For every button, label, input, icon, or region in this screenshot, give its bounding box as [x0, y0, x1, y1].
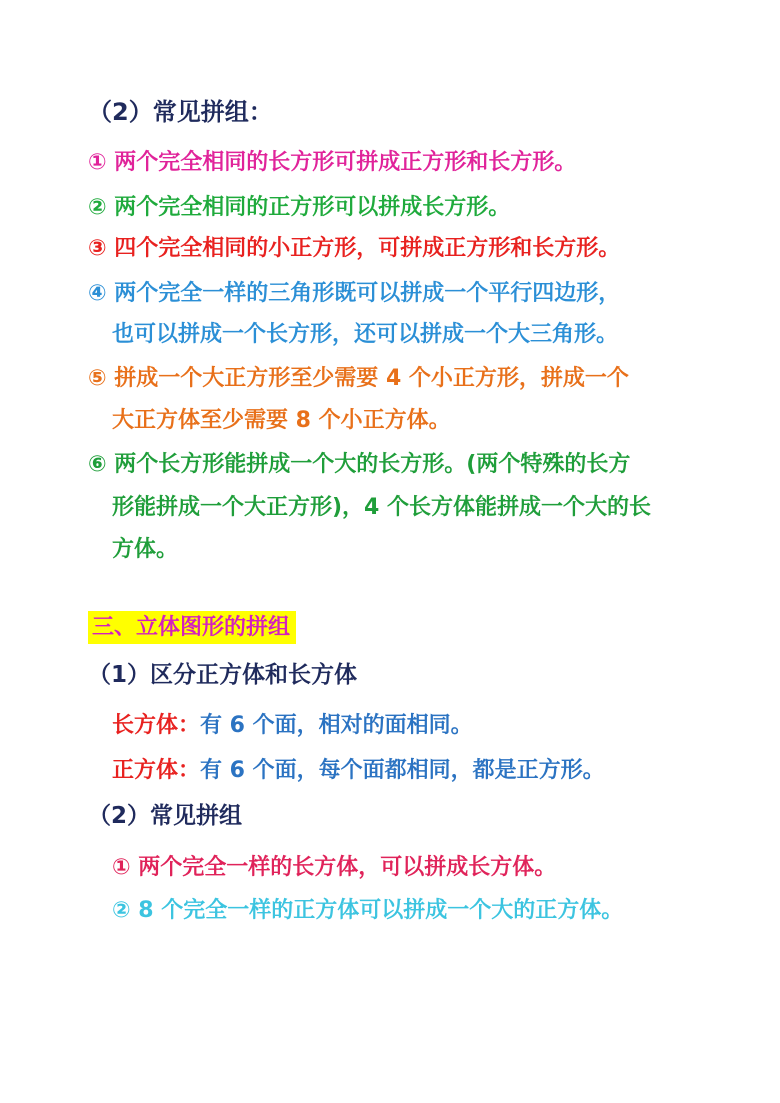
list-item-1: ① 两个完全相同的长方形可拼成正方形和长方形。 [88, 150, 577, 175]
list-item-2: ② 两个完全相同的正方形可以拼成长方形。 [88, 195, 511, 220]
list-item-5-line-1: ⑤ 拼成一个大正方形至少需要 4 个小正方形，拼成一个 [88, 366, 629, 391]
sub1-heading: （1）区分正方体和长方体 [88, 662, 358, 688]
cuboid-desc: 有 6 个面，相对的面相同。 [200, 713, 473, 738]
section2-heading: （2）常见拼组： [88, 98, 273, 126]
section3-heading: 三、立体图形的拼组 [88, 611, 296, 644]
section3-heading-wrap [88, 613, 296, 643]
cuboid-row [112, 711, 473, 741]
sub2-item-1: ① 两个完全一样的长方体，可以拼成长方体。 [112, 855, 557, 880]
cube-row [112, 756, 605, 786]
list-item-6-line-3: 方体。 [112, 537, 179, 562]
cube-term: 正方体： [112, 758, 201, 783]
cube-desc: 有 6 个面，每个面都相同，都是正方形。 [200, 758, 605, 783]
list-item-3: ③ 四个完全相同的小正方形，可拼成正方形和长方形。 [88, 236, 621, 261]
cuboid-term: 长方体： [112, 713, 201, 738]
list-item-6-line-2: 形能拼成一个大正方形)，4 个长方体能拼成一个大的长 [112, 495, 652, 520]
list-item-4-line-2: 也可以拼成一个长方形，还可以拼成一个大三角形。 [112, 322, 619, 347]
list-item-6-line-1: ⑥ 两个长方形能拼成一个大的长方形。(两个特殊的长方 [88, 452, 631, 477]
sub2-item-2: ② 8 个完全一样的正方体可以拼成一个大的正方体。 [112, 898, 624, 923]
list-item-5-line-2: 大正方体至少需要 8 个小正方体。 [112, 408, 451, 433]
sub2-heading: （2）常见拼组 [88, 803, 243, 829]
list-item-4-line-1: ④ 两个完全一样的三角形既可以拼成一个平行四边形， [88, 281, 621, 306]
